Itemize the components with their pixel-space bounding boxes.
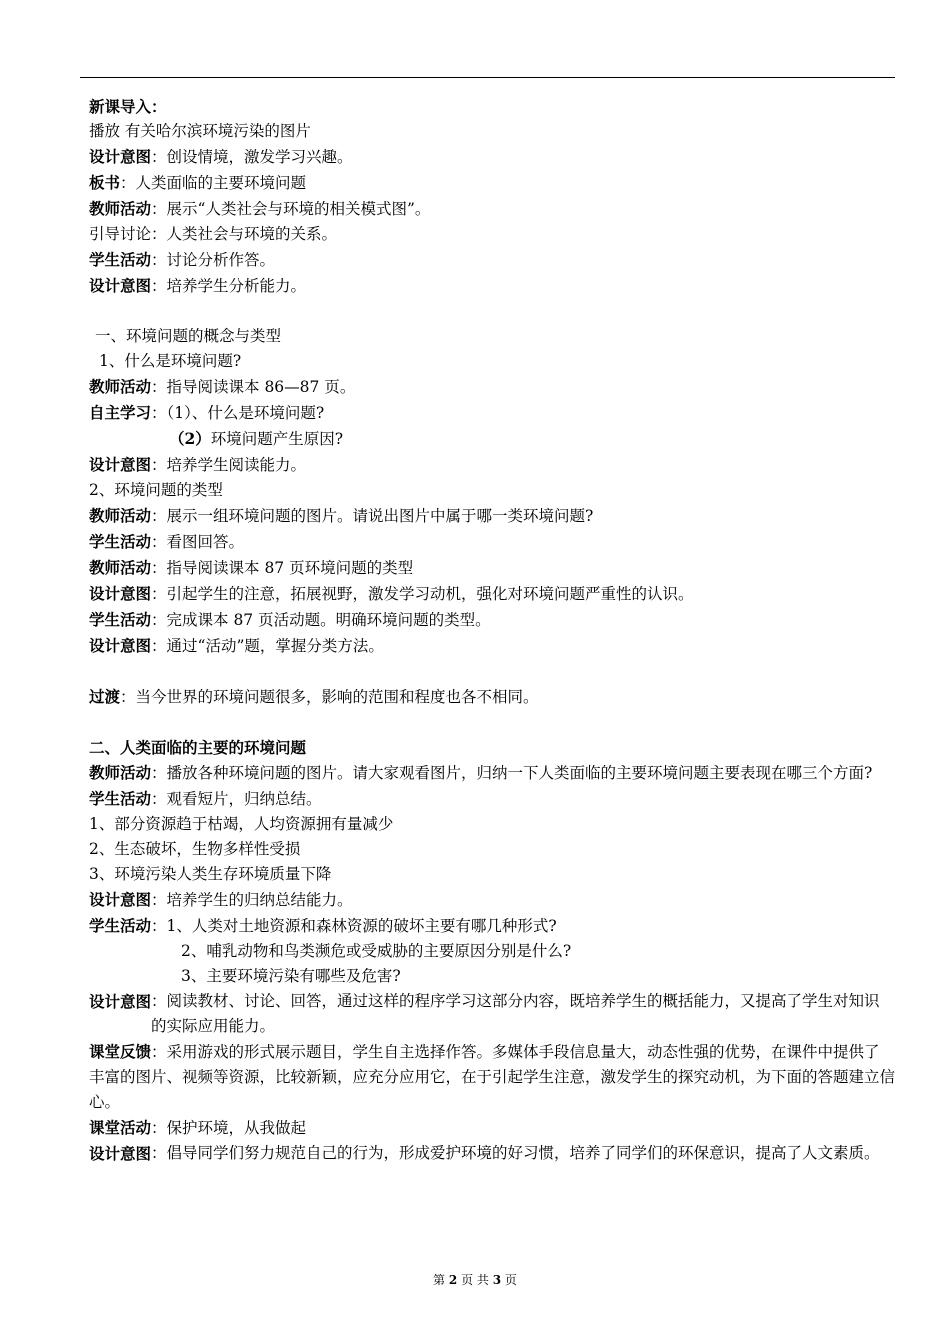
design-intent — [89, 144, 895, 170]
line-text: ：讨论分析作答。 — [151, 251, 276, 269]
teacher-activity — [89, 503, 895, 529]
teacher-activity — [89, 760, 895, 786]
class-feedback — [89, 1039, 895, 1115]
line-text: ：指导阅读课本 86—87 页。 — [151, 378, 356, 396]
line-label: 教师活动 — [89, 199, 152, 218]
design-intent — [89, 887, 895, 913]
line-text: ：引起学生的注意，拓展视野，激发学习动机，强化对环境问题严重性的认识。 — [151, 585, 694, 603]
student-activity — [89, 247, 895, 273]
list-item: 2、生态破坏，生物多样性受损 — [89, 840, 301, 858]
self-study-item — [89, 426, 895, 452]
student-activity — [89, 786, 895, 812]
line-label: 教师活动 — [89, 558, 152, 577]
list-item: 1、部分资源趋于枯竭，人均资源拥有量减少 — [89, 815, 394, 833]
line-text: ：观看短片，归纳总结。 — [151, 790, 322, 808]
line-label: 课堂反馈 — [89, 1042, 152, 1061]
subheading: 1、什么是环境问题? — [99, 352, 242, 370]
line-label: 设计意图 — [89, 890, 152, 909]
line-label: 设计意图 — [89, 992, 152, 1011]
section-heading-1: 一、环境问题的概念与类型 — [95, 327, 282, 345]
line-label: 学生活动 — [89, 789, 152, 808]
section-heading-2: 二、人类面临的主要的环境问题 — [89, 738, 307, 757]
list-item: 3、环境污染人类生存环境质量下降 — [89, 865, 332, 883]
line-text: ：展示一组环境问题的图片。请说出图片中属于哪一类环境问题? — [151, 507, 594, 525]
text-line: 引导讨论：人类社会与环境的关系。 — [89, 225, 338, 243]
line-label: 教师活动 — [89, 377, 152, 396]
line-text: ：看图回答。 — [151, 533, 245, 551]
header-rule — [80, 77, 895, 78]
text-line: 播放 有关哈尔滨环境污染的图片 — [89, 122, 311, 140]
line-label: 自主学习 — [89, 403, 152, 422]
line-label: 设计意图 — [89, 276, 152, 295]
section-new-lesson: 新课导入： — [89, 97, 167, 116]
design-intent — [89, 273, 895, 299]
class-activity — [89, 1115, 895, 1141]
line-text: ：培养学生阅读能力。 — [151, 456, 307, 474]
line-label: 设计意图 — [89, 147, 152, 166]
line-label: 学生活动 — [89, 610, 152, 629]
line-text: ：人类面临的主要环境问题 — [120, 174, 307, 192]
teacher-activity — [89, 196, 895, 222]
page-number: 2 — [448, 1273, 458, 1287]
line-text: ：1、人类对土地资源和森林资源的破坏主要有哪几种形式? — [151, 917, 557, 935]
footer-pre: 第 — [433, 1273, 446, 1287]
board-writing — [89, 170, 895, 196]
line-label: 板书 — [89, 173, 121, 192]
list-item: 3、主要环境污染有哪些及危害? — [181, 967, 401, 985]
line-label: 过渡 — [89, 687, 121, 706]
line-label: 设计意图 — [89, 455, 152, 474]
footer-post: 页 — [504, 1273, 517, 1287]
line-label: 教师活动 — [89, 763, 152, 782]
transition — [89, 684, 895, 710]
teacher-activity — [89, 555, 895, 581]
design-intent — [89, 581, 895, 607]
line-text: ：展示“人类社会与环境的相关模式图”。 — [151, 200, 431, 218]
student-activity — [89, 913, 895, 939]
list-item: 2、哺乳动物和鸟类濒危或受威胁的主要原因分别是什么? — [181, 942, 572, 960]
line-label: 教师活动 — [89, 506, 152, 525]
line-text: ：采用游戏的形式展示题目，学生自主选择作答。多媒体手段信息量大，动态性强的优势，在课件中提供了丰富的图片、视频等资源，比较新颖，应充分应用它，在于引起学生注意，激发学生的探究动机，为下面的答题建立信心。 — [89, 1043, 896, 1111]
line-text: ：播放各种环境问题的图片。请大家观看图片，归纳一下人类面临的主要环境问题主要表现在哪三个方面? — [151, 764, 873, 782]
line-text: ：培养学生分析能力。 — [151, 277, 307, 295]
page-total: 3 — [492, 1273, 502, 1287]
line-text: ：当今世界的环境问题很多，影响的范围和程度也各不相同。 — [120, 688, 539, 706]
line-label: 设计意图 — [89, 584, 152, 603]
design-intent — [89, 989, 895, 1039]
line-text: ：（1）、什么是环境问题? — [151, 404, 325, 422]
line-text: ：阅读教材、讨论、回答，通过这样的程序学习这部分内容，既培养学生的概括能力，又提高了学生对知识的实际应用能力。 — [151, 992, 880, 1035]
line-text: ：完成课本 87 页活动题。明确环境问题的类型。 — [151, 611, 491, 629]
item-number: （2） — [169, 429, 211, 448]
line-label: 设计意图 — [89, 636, 152, 655]
document-body — [89, 94, 895, 1166]
line-text: ：保护环境，从我做起 — [151, 1119, 307, 1137]
line-text: ：倡导同学们努力规范自己的行为，形成爱护环境的好习惯，培养了同学们的环保意识，提高了人文素质。 — [151, 1144, 880, 1162]
line-label: 课堂活动 — [89, 1118, 152, 1137]
student-activity — [89, 529, 895, 555]
line-text: ：创设情境，激发学习兴趣。 — [151, 148, 353, 166]
design-intent — [89, 1141, 895, 1166]
self-study — [89, 400, 895, 426]
line-label: 设计意图 — [89, 1144, 152, 1163]
line-label: 学生活动 — [89, 532, 152, 551]
line-text: ：培养学生的归纳总结能力。 — [151, 891, 353, 909]
student-activity — [89, 607, 895, 633]
teacher-activity — [89, 374, 895, 400]
line-text: 环境问题产生原因? — [210, 430, 344, 448]
design-intent — [89, 452, 895, 478]
line-text: ：通过“活动”题，掌握分类方法。 — [151, 637, 384, 655]
subheading: 2、环境问题的类型 — [89, 481, 223, 499]
line-label: 学生活动 — [89, 916, 152, 935]
page-footer — [0, 1271, 950, 1288]
line-label: 学生活动 — [89, 250, 152, 269]
footer-mid: 页 共 — [461, 1273, 489, 1287]
design-intent — [89, 633, 895, 659]
line-text: ：指导阅读课本 87 页环境问题的类型 — [151, 559, 414, 577]
